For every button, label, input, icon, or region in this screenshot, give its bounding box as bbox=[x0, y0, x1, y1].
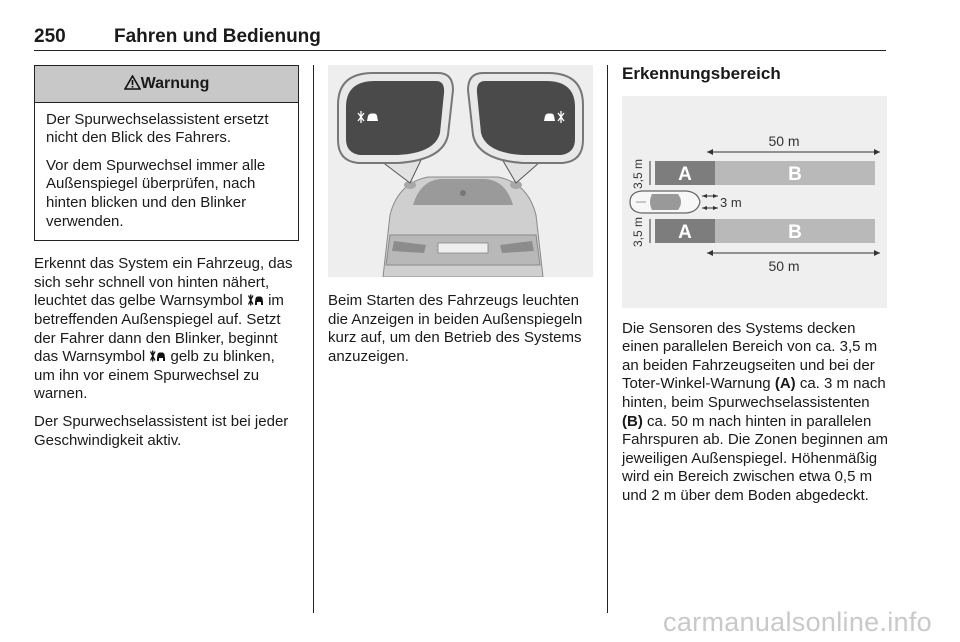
watermark: carmanualsonline.info bbox=[663, 607, 932, 637]
zone-a-label: A bbox=[678, 221, 692, 243]
text-run: gelb zu blinken, um ihn vor einem Spurwechsel zu warnen. bbox=[34, 348, 275, 403]
warning-box bbox=[34, 65, 299, 241]
section-heading: Erkennungsbereich bbox=[622, 64, 781, 83]
zone-b-label: B bbox=[788, 221, 802, 243]
figure-caption: Beim Starten des Fahrzeugs leuchten die Anzeigen in beiden Außenspiegeln kurz auf, um den Betrieb des Systems anzuzeigen. bbox=[328, 292, 583, 365]
text-run: Erkennt das System ein Fahrzeug, das sich sehr schnell von hinten nähert, leuchtet das gelbe Warnsymbol bbox=[34, 255, 293, 310]
detection-zone-diagram bbox=[622, 96, 887, 308]
text-run: ca. 3 m nach hinten, beim Spurwechselassistenten bbox=[622, 375, 886, 411]
column-right bbox=[622, 65, 890, 515]
rear-distance-label: 3 m bbox=[720, 194, 742, 210]
warning-text: Der Spurwechselassistent ersetzt nicht den Blick des Fahrers. bbox=[46, 110, 269, 147]
body-paragraph: Der Spurwechselassistent ist bei jeder Geschwindigkeit aktiv. bbox=[34, 412, 289, 449]
warning-title: Warnung bbox=[140, 75, 210, 92]
side-blind-spot-warning-icon bbox=[247, 294, 264, 306]
car-top-view bbox=[630, 191, 700, 213]
page-header bbox=[34, 20, 886, 51]
column-middle bbox=[328, 65, 593, 375]
warning-text: Vor dem Spurwechsel immer alle Außenspiegel überprüfen, nach hinten blicken und den Blinker verwenden. bbox=[46, 156, 266, 230]
mirror-indicator-illustration bbox=[328, 65, 593, 277]
zone-reference: (B) bbox=[622, 412, 643, 430]
column-divider bbox=[313, 65, 314, 613]
body-paragraph bbox=[34, 255, 299, 404]
text-run: im betreffenden Außenspiegel auf. Setzt der Fahrer dann den Blinker, beginnt das Warnsymbol bbox=[34, 292, 284, 366]
side-blind-spot-warning-icon bbox=[149, 350, 166, 362]
zone-reference: (A) bbox=[774, 375, 796, 393]
page-number: 250 bbox=[34, 26, 66, 47]
zone-b-label: B bbox=[788, 163, 802, 185]
column-left bbox=[34, 65, 299, 459]
distance-label-bottom: 50 m bbox=[768, 257, 800, 274]
text-run: Die Sensoren des Systems decken einen parallelen Bereich von ca. 3,5 m an beiden Fahrzeugseiten und bei der Toter-Winkel-Warnung bbox=[622, 319, 878, 393]
text-run: ca. 50 m nach hinten in parallelen Fahrspuren ab. Die Zonen beginnen am jeweiligen Außenspiegel. Höhenmäßig wird ein Bereich zwischen etwa 0,5 m und 2 m über dem Boden abgedeckt. bbox=[622, 412, 889, 504]
zone-a-label: A bbox=[678, 163, 692, 185]
section-title: Fahren und Bedienung bbox=[114, 26, 321, 47]
body-paragraph bbox=[622, 320, 890, 506]
distance-label-top: 50 m bbox=[768, 132, 800, 149]
width-label-bottom: 3,5 m bbox=[631, 216, 645, 247]
column-divider bbox=[607, 65, 608, 613]
width-label-top: 3,5 m bbox=[631, 158, 645, 189]
warning-triangle-icon bbox=[124, 75, 141, 90]
warning-body bbox=[35, 103, 298, 241]
warning-header bbox=[35, 66, 298, 103]
